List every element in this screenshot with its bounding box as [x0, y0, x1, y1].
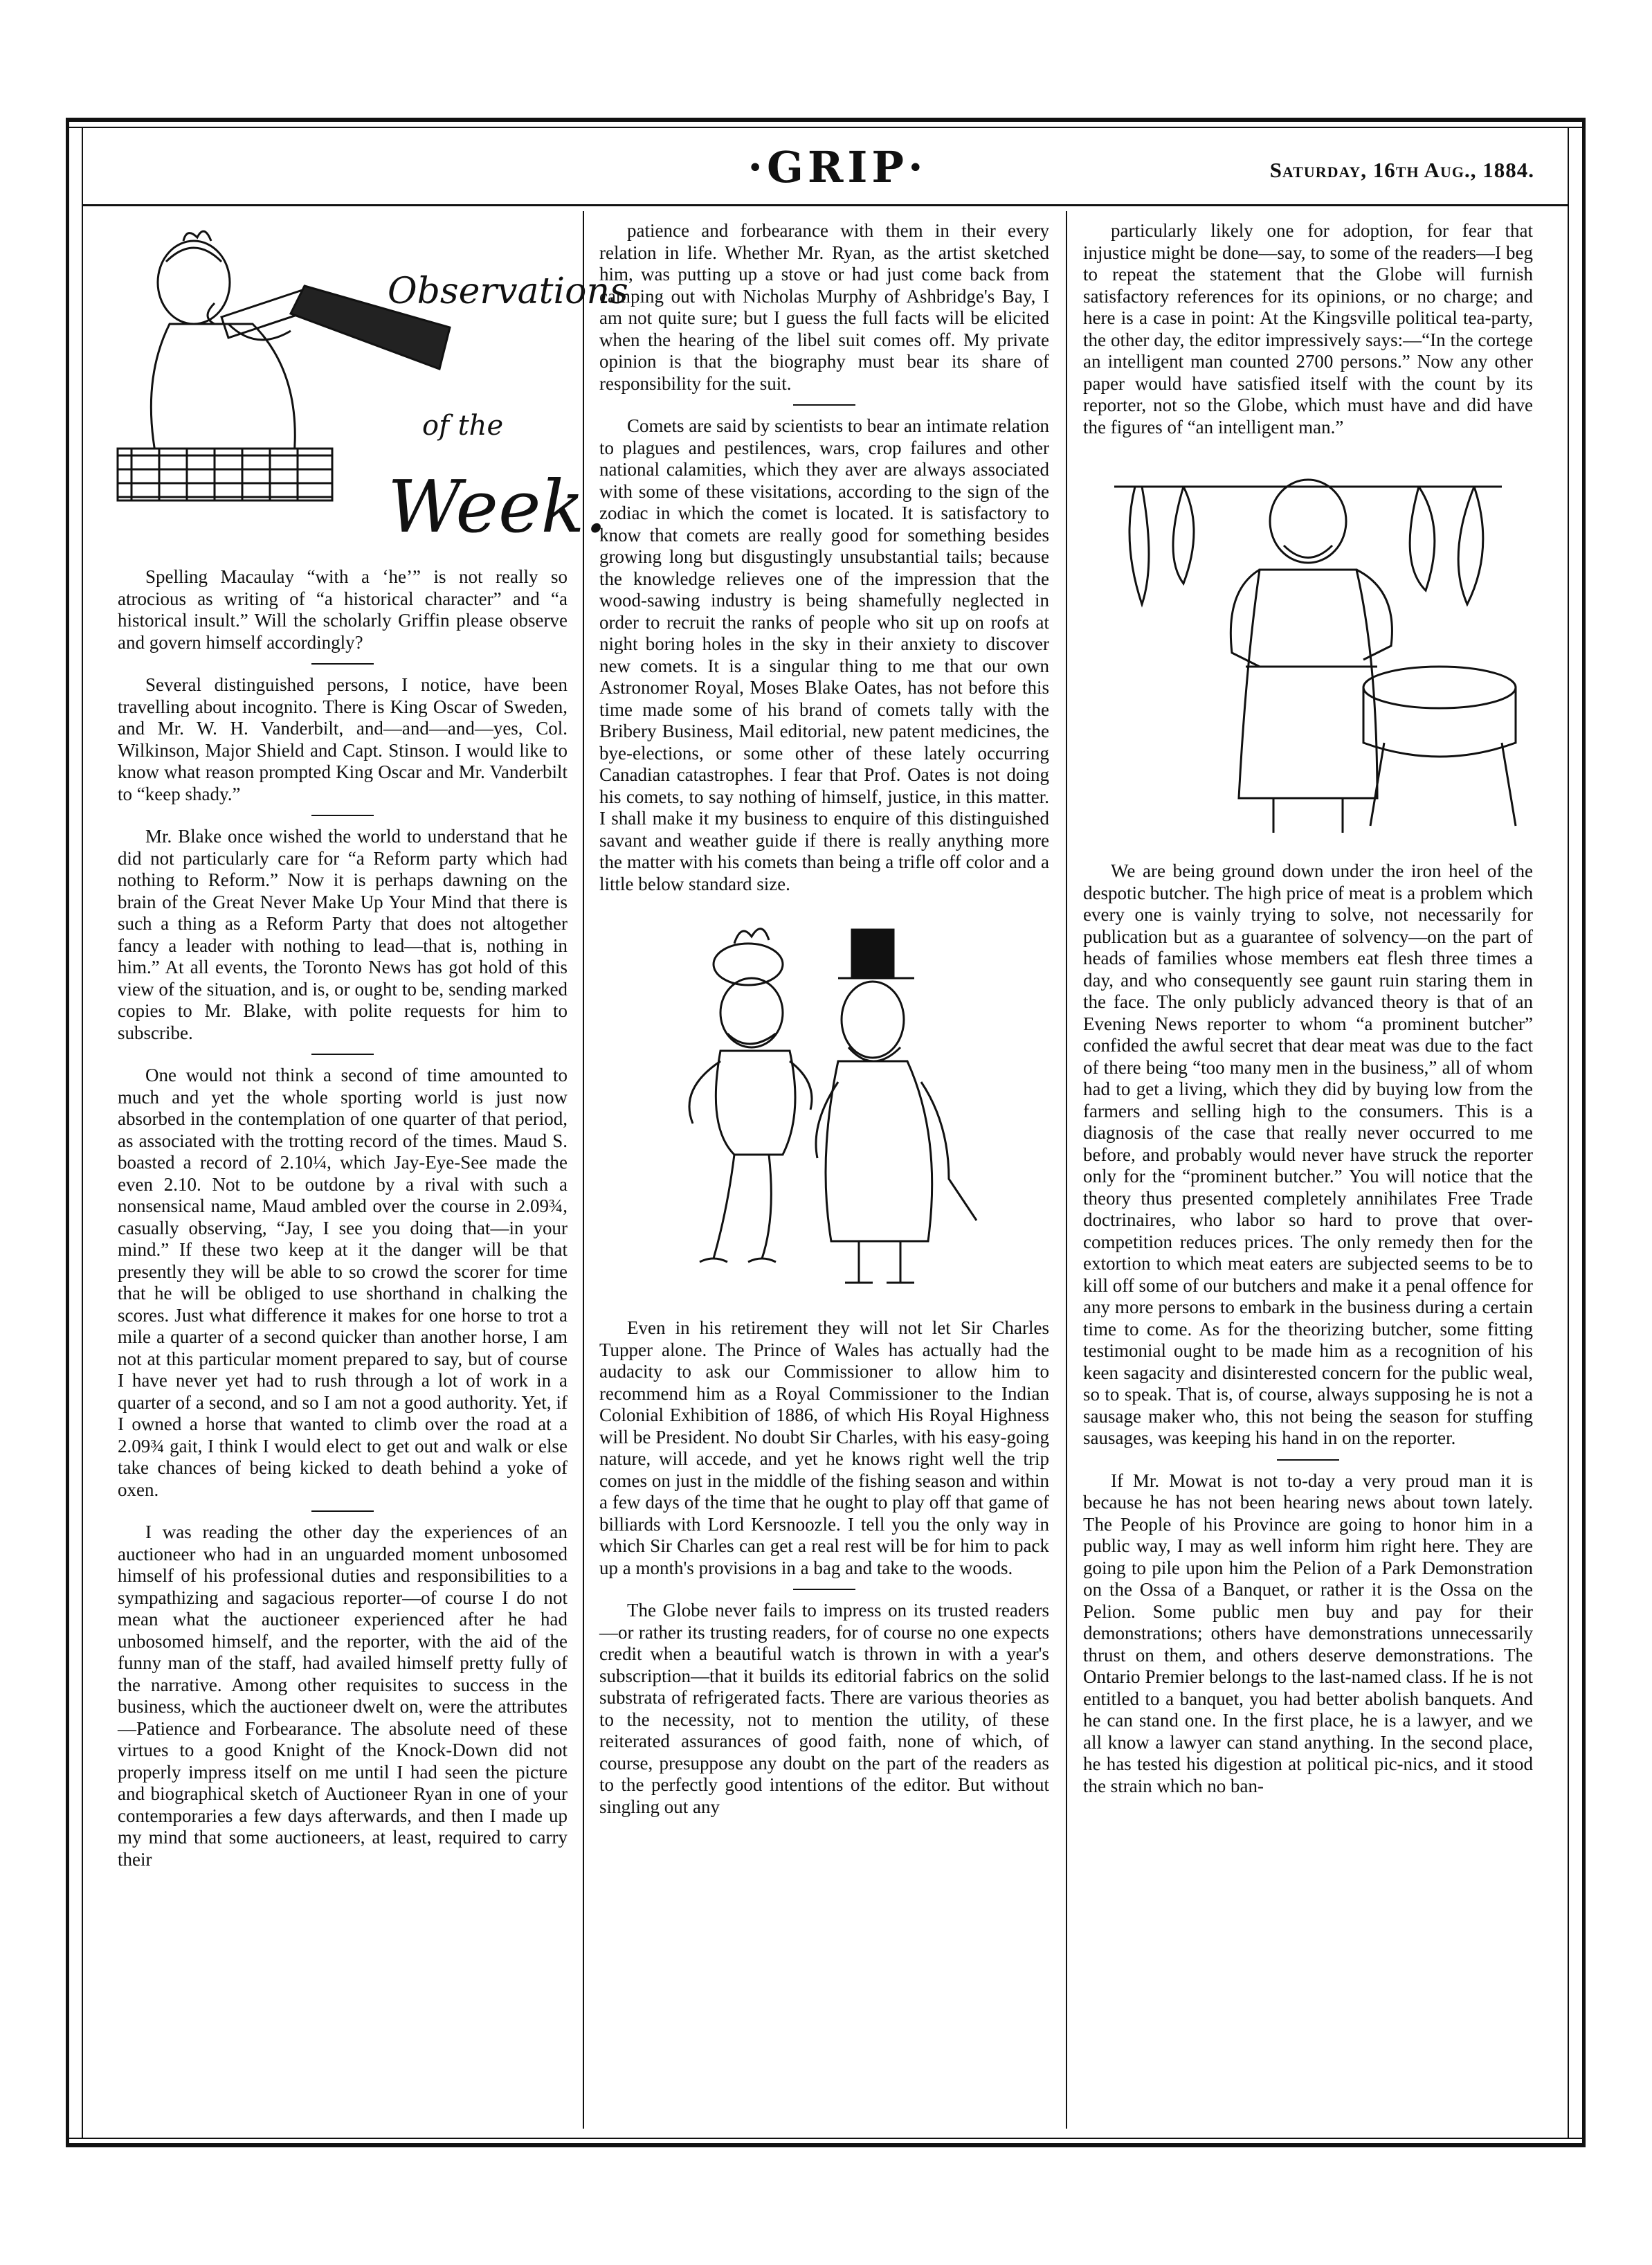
separator [793, 404, 855, 406]
observations-header-illustration [118, 220, 628, 566]
left-border-inner [82, 128, 83, 2138]
paragraph-incognito: Several distinguished persons, I notice, have been travelling about incognito. There is King Oscar of Sweden, and Mr. W. H. Vanderbilt, and—and—and—yes, Col. Wilkinson, Major Shield and Capt. Stinson. I would like to know what reason prompted King Oscar and Mr. Vanderbilt to “keep shady.” [118, 674, 568, 804]
paragraph-comets: Comets are said by scientists to bear an intimate relation to plagues and pestilences, wars, crop failures and other national calamities, which they aver are always associated with some of these visitations, according to the sign of the zodiac in which the comet is located. It is satisfactory to know that comets are really good for something besides growing long but disgustingly unsubstantial tails; because the knowledge relieves one of the impression that the wood-sawing industry is being shamefully neglected in order to recruit the ranks of people who sit up on roofs at night boring holes in the sky in their anxiety to discover new comets. It is a singular thing to me that our own Astronomer Royal, Moses Blake Oates, has not before this time made some of his brand of comets tally with the Bribery Business, Mail editorial, new patent medicines, the bye-elections, or some other of these lately occurring Canadian catastrophes. I fear that Prof. Oates is not doing his comets, to say nothing of himself, justice, in this matter. I shall make it my business to enquire of this distinguished savant and weather guide if there is really anything more the matter with his comets than being a trifle off color and a little below standard size. [599, 415, 1049, 894]
column-3 [1083, 220, 1533, 1797]
paragraph-trotting: One would not think a second of time amounted to much and yet the whole sporting world is just now absorbed in the contemplation of one quarter of that period, as associated with the trotting record of the times. Maud S. boasted a record of 2.10¼, which Jay-Eye-See made the even 2.10. Not to be outdone by a rival with such a nonsensical name, Maud ambled over the course in 2.09¾, casually observing, “Jay, I see you doing that—in your mind.” If these two keep at it the danger will be that presently they will be able to so crowd the scorer for time that he will be obliged to use shorthand in chalking the scores. Just what difference it makes for one horse to trot a mile a quarter of a second quicker than another horse, I am not at this particular moment prepared to say, but of course I have never yet had to rush through a lot of work in a quarter of a second, and so I am not a good authority. Yet, if I owned a horse that wanted to climb over the road at a 2.09¾ gait, I think I would elect to get out and walk or else take chances of being kicked to death behind a yoke of oxen. [118, 1065, 568, 1500]
header-art-of-the: of the [422, 410, 504, 442]
masthead-date: Saturday, 16th Aug., 1884. [1269, 158, 1534, 182]
paragraph-ryan: patience and forbearance with them in their every relation in life. Whether Mr. Ryan, as the artist sketched him, was putting up a stove or had just come back from camping out with Nicholas Murphy of Ashbridge's Bay, I am not quite sure; but I guess the full facts will be elicited when the hearing of the libel suit comes off. My private opinion is that the biography must bear its share of responsibility for the suit. [599, 220, 1049, 394]
right-border-inner [1568, 128, 1569, 2138]
separator [793, 1589, 855, 1590]
paragraph-butcher: We are being ground down under the iron heel of the despotic butcher. The high price of meat is a problem which every one is vainly trying to solve, not necessarily for publication but as a guarantee of solvency—on the part of heads of families whose members eat flesh three times a day, and who consequently see gaunt ruin staring them in the face. The only publicly advanced theory is that of an Evening News reporter to whom “a prominent butcher” confided the awful secret that dear meat was due to the fact of there being “too many men in the business,” all of whom had to get a living, which they did by buying low from the farmers and selling high to the consumers. This is a diagnosis of the case that really never occurred to me before, and probably would never have struck the reporter only for the “prominent butcher.” You will notice that the theory thus presented completely annihilates Free Trade doctrinaires, who labor so hard to prove that over-competition reduces prices. The only remedy then for the extortion to which meat eaters are subjected seems to be to kill off some of our butchers and make it a penal offence for any more persons to embark in the business during a certain time to come. As for the theorizing butcher, some fitting testimonial ought to be made him as a recognition of his keen sagacity and disinterested concern for the public weal, so to speak. That is, of course, always supposing he is not a sausage maker who, this not being the season for stuffing sausages, was keeping his hand in on the reporter. [1083, 860, 1533, 1448]
two-figures-illustration [630, 916, 1018, 1303]
masthead-title: ·GRIP· [747, 142, 927, 192]
right-border-outer [1582, 118, 1586, 2147]
header-art-week: Week. [388, 464, 608, 549]
paragraph-kingsville: particularly likely one for adoption, for fear that injustice might be done—say, to some of the readers—I beg to repeat the statement that the Globe will furnish satisfactory references for its opinions, or no charge; and here is a case in point: At the Kingsville political tea-party, the other day, the editor impressively says:—“In the cortege an intelligent man counted 2700 persons.” Now any other paper would have satisfied itself with the count by its reporter, not so the Globe, which must have and did have the figures of “an intelligent man.” [1083, 220, 1533, 437]
butcher-illustration [1087, 459, 1530, 847]
separator [1277, 1459, 1339, 1461]
bottom-rule-outer [66, 2143, 1585, 2147]
paragraph-macaulay: Spelling Macaulay “with a ‘he’” is not really so atrocious as writing of “a historical character” and “a historical insult.” Will the scholarly Griffin please observe and govern himself accordingly? [118, 566, 568, 653]
separator [311, 1510, 374, 1512]
separator [311, 1054, 374, 1055]
paragraph-tupper: Even in his retirement they will not let Sir Charles Tupper alone. The Prince of Wales has actually had the audacity to ask our Commissioner to allow him to recommend him as a Royal Commissioner to the Indian Colonial Exhibition of 1886, of which His Royal Highness will be President. No doubt Sir Charles, with his easy-going nature, will accede, and yet he knows right well the trip comes on just in the middle of the fishing season and within a few days of the time that he ought to play off that game of billiards with Lord Kersnoozle. I tell you the only way in which Sir Charles can get a real rest will be for him to pack up a month's provisions in a bag and take to the woods. [599, 1317, 1049, 1578]
paragraph-auctioneer: I was reading the other day the experiences of an auctioneer who had in an unguarded moment unbosomed himself of his professional duties and responsibilities to a sympathizing and sagacious reporter—of course I do not mean what the auctioneer experienced after he had unbosomed himself, and the reporter, with the aid of the funny man of the staff, had availed himself pretty fully of the narrative. Among other requisites to success in the business, which the auctioneer dwelt on, were the attributes—Patience and Forbearance. The absolute need of these virtues to a good Knight of the Knock-Down did not properly impress itself on me until I had seen the picture and biographical sketch of Auctioneer Ryan in one of your contemporaries a few days afterwards, and then I made up my mind that some auctioneers, at least, required to carry their [118, 1522, 568, 1870]
paragraph-blake: Mr. Blake once wished the world to understand that he did not particularly care for “a Reform party which had nothing to Reform.” Now it is perhaps dawning on the brain of the Great Never Make Up Your Mind that there is such a thing as a Reform Party that does not altogether fancy a leader with nothing to lead—that is, nothing in him.” At all events, the Toronto News has got hold of this view of the situation, and is, or ought to be, sending marked copies to Mr. Blake, with polite requests for him to subscribe. [118, 826, 568, 1043]
top-rule-inner [66, 127, 1585, 128]
separator [311, 815, 374, 816]
column-rule-2 [1066, 211, 1067, 2129]
top-rule-outer [66, 118, 1585, 122]
column-1 [118, 220, 628, 1870]
masthead-rule [83, 204, 1568, 206]
paragraph-globe: The Globe never fails to impress on its trusted readers—or rather its trusting readers, for of course no one expects credit when a beautiful watch is thrown in with a year's subscription—that it builds its editorial fabrics on the solid substrata of refrigerated facts. There are various theories as to the necessity, not to mention the utility, of these reiterated assurances of good faith, none of which, of course, presuppose any doubt on the part of the readers as to the perfectly good intentions of the editor. But without singling out any [599, 1600, 1049, 1817]
column-2 [599, 220, 1049, 1818]
left-border-outer [66, 118, 69, 2147]
header-art-observations: Observations [388, 271, 628, 312]
bottom-rule-inner [66, 2138, 1585, 2139]
paragraph-mowat: If Mr. Mowat is not to-day a very proud man it is because he has not been hearing news about town lately. The People of his Province are going to honor him in a public way, I may as well inform him right here. They are going to pile upon him the Pelion of a Park Demonstration on the Ossa of a Banquet, or rather it is the Ossa on the Pelion. Some public men buy and pay for their demonstrations; others have demonstrations unnecessarily thrust on them, and others deserve demonstrations. The Ontario Premier belongs to the last-named class. If he is not entitled to a banquet, you had better abolish banquets. And he can stand one. In the first place, he is a lawyer, and we all know a lawyer can stand anything. In the second place, he has tested his digestion at political pic-nics, and it stood the strain which no ban- [1083, 1470, 1533, 1796]
separator [311, 663, 374, 665]
